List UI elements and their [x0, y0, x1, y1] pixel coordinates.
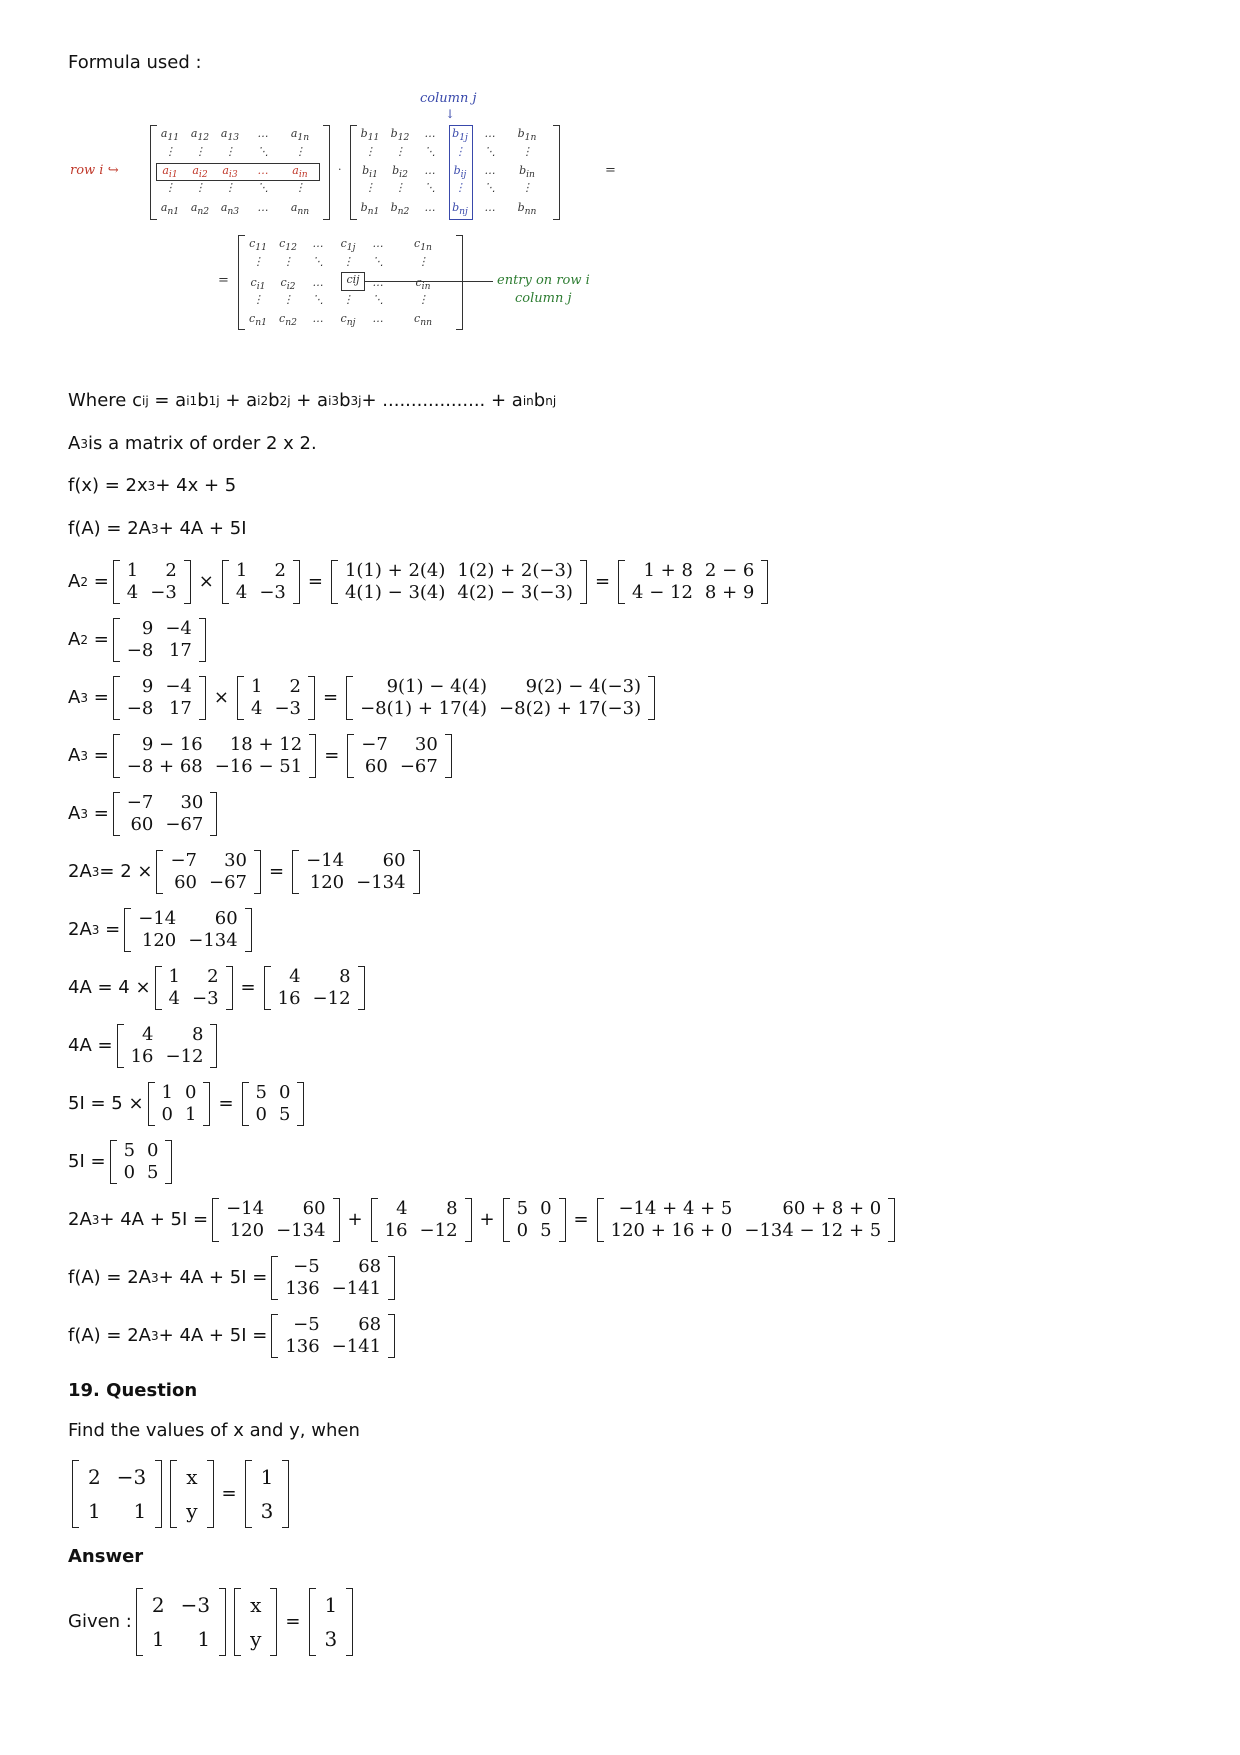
matrix-cell: 30	[224, 850, 248, 871]
matrix-cell: 68	[358, 1314, 382, 1335]
matrix-cell: x	[186, 1465, 198, 1489]
matrix-cell: 136	[285, 1336, 320, 1357]
matrix-cell: 5	[147, 1162, 159, 1183]
matrix	[156, 850, 261, 894]
matrix-cell: 0	[123, 1162, 136, 1183]
matrix-cell: 9	[141, 676, 154, 697]
matrix-cell: 60	[130, 814, 154, 835]
given-equation: Given : 2 −3 1 1 x y = 1 3	[68, 1588, 357, 1656]
matrix	[136, 1588, 226, 1656]
matrix-cell: −8(1) + 17(4)	[360, 698, 488, 719]
matrix-cell: −4	[165, 676, 192, 697]
five-i-result: 5I = 5 0 0 5	[68, 1140, 176, 1184]
matrix-cell: −16 − 51	[214, 756, 303, 777]
cij-box: cij	[341, 272, 365, 291]
matrix-cell: 120	[309, 872, 345, 893]
matrix-cell: x	[250, 1593, 262, 1617]
a3-computation: A 3 = 9 −4 −8 17 × 1 2 4 −3 = 9(1) − 4(4) 9(2) − 4(−3) −8(1) + 17(4) −8(2) + 17(−3)	[68, 676, 659, 720]
matrix-cell: −7	[361, 734, 388, 755]
matrix-cell: −7	[126, 792, 154, 813]
question-title: 19. Question	[68, 1380, 198, 1401]
matrix	[170, 1460, 213, 1528]
matrix-cell: −14	[138, 908, 177, 929]
matrix-cell: 4	[126, 582, 139, 603]
matrix	[264, 966, 365, 1010]
matrix-cell: 0	[161, 1104, 173, 1125]
sum-computation: 2A 3 + 4A + 5I = −14 60 120 −134 + 4 8 16 −12 + 5 0 0 5 = −14 + 4 + 5 60 + 8 + 0 120 + 16 + 0 −134 − 12 + 5	[68, 1198, 899, 1242]
fx-line: f(x) = 2x 3 + 4x + 5	[68, 475, 237, 496]
matrix-cell: −4	[165, 618, 192, 639]
entry-label-line2: column j	[515, 291, 572, 306]
matrix-cell: −12	[165, 1046, 204, 1067]
matrix-cell: 1 + 8	[643, 560, 693, 581]
matrix-cell: 3	[260, 1499, 274, 1523]
matrix	[234, 1588, 277, 1656]
matrix-cell: 5	[255, 1082, 267, 1103]
fA-line: f(A) = 2A 3 + 4A + 5I	[68, 518, 247, 539]
matrix-cell: 0	[185, 1082, 197, 1103]
matrix-cell: −3	[150, 582, 177, 603]
matrix-cell: −134 − 12 + 5	[744, 1220, 882, 1241]
matrix-cell: −141	[331, 1278, 382, 1299]
matrix-cell: 60 + 8 + 0	[782, 1198, 882, 1219]
five-i-computation: 5I = 5 × 1 0 0 1 = 5 0 0 5	[68, 1082, 308, 1126]
a3-simplify: A 3 = 9 − 16 18 + 12 −8 + 68 −16 − 51 = −7 30 60 −67	[68, 734, 456, 778]
matrix-cell: 2	[207, 966, 219, 987]
matrix	[113, 618, 206, 662]
matrix-cell: −8 + 68	[126, 756, 203, 777]
matrix	[346, 676, 655, 720]
matrix-cell: 4	[396, 1198, 408, 1219]
matrix	[503, 1198, 566, 1242]
matrix	[222, 560, 300, 604]
matrix-cell: −12	[312, 988, 351, 1009]
order-line: A 3 is a matrix of order 2 x 2.	[68, 433, 317, 454]
where-line: Where c ij = a i1 b 1j + a i2 b 2j + a i3 b 3j + .................. + a in b nj	[68, 390, 557, 411]
matrix-cell: −14	[226, 1198, 265, 1219]
fA-result-1: f(A) = 2A 3 + 4A + 5I = −5 68 136 −141	[68, 1256, 399, 1300]
matrix-cell: −8	[126, 640, 154, 661]
matrix-cell: 0	[540, 1198, 552, 1219]
matrix-cell: 1	[88, 1499, 101, 1523]
matrix-cell: 4	[168, 988, 180, 1009]
matrix-cell: 9(1) − 4(4)	[386, 676, 488, 697]
matrix-cell: 2	[289, 676, 301, 697]
matrix-cell: −8	[126, 698, 154, 719]
fA-result-2: f(A) = 2A 3 + 4A + 5I = −5 68 136 −141	[68, 1314, 399, 1358]
matrix-cell: 5	[123, 1140, 136, 1161]
four-a-result: 4A = 4 8 16 −12	[68, 1024, 221, 1068]
matrix-cell: 5	[516, 1198, 529, 1219]
diagram-matrix-a: $a_{11}$ $a_{12}$ $a_{13}$ … $a_{1n}$ ⋮ ⋮ ⋮ ⋱ ⋮ $a_{i1}$ $a_{i2}$ $a_{i3}$ … $a_{in}$ ⋮ ⋮ ⋮ ⋱ ⋮ $a_{n1}$ $a_{n2}$ $a_{n3}$ … $a_{nn}$	[150, 125, 330, 220]
matrix	[271, 1256, 395, 1300]
question-text: Find the values of x and y, when	[68, 1420, 360, 1441]
answer-title: Answer	[68, 1546, 144, 1567]
matrix-cell: −8(2) + 17(−3)	[499, 698, 642, 719]
matrix-cell: 4	[289, 966, 301, 987]
matrix	[148, 1082, 211, 1126]
matrix	[271, 1314, 395, 1358]
matrix-cell: 1	[161, 1082, 173, 1103]
matrix-cell: −141	[331, 1336, 382, 1357]
matrix-cell: 4	[142, 1024, 154, 1045]
matrix-cell: 17	[168, 640, 192, 661]
matrix-cell: 60	[364, 756, 388, 777]
matrix-cell: 1(1) + 2(4)	[344, 560, 446, 581]
matrix-cell: 68	[358, 1256, 382, 1277]
matrix-cell: 3	[324, 1627, 338, 1651]
matrix-cell: −134	[188, 930, 238, 951]
question-equation: 2 −3 1 1 x y = 1 3	[68, 1460, 293, 1528]
matrix-cell: 9(2) − 4(−3)	[525, 676, 642, 697]
matrix-cell: −67	[399, 756, 438, 777]
matrix-cell: 4	[235, 582, 248, 603]
matrix-cell: −3	[274, 698, 301, 719]
matrix	[242, 1082, 305, 1126]
matrix-cell: 1(2) + 2(−3)	[457, 560, 573, 581]
matrix-cell: 60	[302, 1198, 326, 1219]
matrix-cell: y	[186, 1499, 198, 1523]
matrix-cell: −3	[116, 1465, 147, 1489]
matrix-cell: 4(1) − 3(4)	[344, 582, 446, 603]
matrix-cell: 1	[324, 1593, 338, 1617]
a2-computation: A 2 = 1 2 4 −3 × 1 2 4 −3 = 1(1) + 2(4) 1(2) + 2(−3) 4(1) − 3(4) 4(2) − 3(−3) = 1 + 8 2 − 6 4 − 12 8 + 9	[68, 560, 772, 604]
matrix-cell: 120 + 16 + 0	[610, 1220, 733, 1241]
matrix-cell: −14 + 4 + 5	[618, 1198, 733, 1219]
matrix-cell: 1	[260, 1465, 274, 1489]
matrix-cell: −67	[209, 872, 248, 893]
matrix-cell: 1	[151, 1627, 165, 1651]
matrix	[113, 560, 191, 604]
matrix-cell: 2	[274, 560, 286, 581]
a3-result: A 3 = −7 30 60 −67	[68, 792, 221, 836]
matrix-cell: 4	[250, 698, 263, 719]
matrix	[245, 1460, 290, 1528]
matrix	[597, 1198, 896, 1242]
down-arrow-icon: ↓	[445, 107, 456, 121]
matrix-cell: 9	[141, 618, 154, 639]
matrix-cell: −5	[293, 1256, 320, 1277]
matrix-cell: 2	[88, 1465, 101, 1489]
matrix-cell: 0	[255, 1104, 267, 1125]
matrix-cell: 1	[126, 560, 139, 581]
four-a-computation: 4A = 4 × 1 2 4 −3 = 4 8 16 −12	[68, 966, 369, 1010]
matrix	[155, 966, 233, 1010]
matrix-cell: 136	[285, 1278, 320, 1299]
two-a3-result: 2A 3 = −14 60 120 −134	[68, 908, 256, 952]
matrix-cell: −7	[170, 850, 198, 871]
matrix-cell: 30	[414, 734, 438, 755]
matrix-cell: 5	[540, 1220, 552, 1241]
diagram-matrix-b: $b_{11}$ $b_{12}$ … $b_{1j}$ … $b_{1n}$ ⋮ ⋮ ⋱ ⋮ ⋱ ⋮ $b_{i1}$ $b_{i2}$ … $b_{ij}$ … $b_{in}$ ⋮ ⋮ ⋱ ⋮ ⋱ ⋮ $b_{n1}$ $b_{n2}$ … $b_{nj}$ … $b_{nn}$	[350, 125, 560, 220]
formula-heading: Formula used :	[68, 52, 202, 73]
matrix	[124, 908, 251, 952]
column-j-label: column j	[420, 91, 477, 106]
matrix-cell: y	[250, 1627, 262, 1651]
matrix	[237, 676, 315, 720]
matrix	[113, 792, 218, 836]
matrix-cell: 30	[180, 792, 204, 813]
matrix-cell: 18 + 12	[229, 734, 303, 755]
matrix-cell: 1	[133, 1499, 147, 1523]
diagram-matrix-c: $c_{11}$ $c_{12}$ … $c_{1j}$ … $c_{1n}$ ⋮ ⋮ ⋱ ⋮ ⋱ ⋮ $c_{i1}$ $c_{i2}$ … cij … $c_{in}$ ⋮ ⋮ ⋱ ⋮ ⋱ ⋮ $c_{n1}$ $c_{n2}$ … $c_{nj}$ … $c_{nn}$	[238, 235, 463, 330]
matrix-cell: 8 + 9	[704, 582, 755, 603]
matrix-cell: 0	[516, 1220, 529, 1241]
matrix-cell: 60	[214, 908, 238, 929]
matrix-cell: 4 − 12	[632, 582, 693, 603]
matrix	[110, 1140, 173, 1184]
matrix-cell: −3	[180, 1593, 211, 1617]
matrix-cell: 9 − 16	[141, 734, 203, 755]
matrix-cell: −134	[356, 872, 406, 893]
a2-result: A 2 = 9 −4 −8 17	[68, 618, 210, 662]
matrix-cell: 8	[446, 1198, 458, 1219]
matrix-cell: 2	[151, 1593, 165, 1617]
matrix-cell: 60	[174, 872, 198, 893]
matrix-cell: 8	[339, 966, 351, 987]
matrix-cell: 120	[229, 1220, 265, 1241]
matrix-cell: 8	[192, 1024, 204, 1045]
matrix-cell: −5	[293, 1314, 320, 1335]
matrix	[212, 1198, 339, 1242]
matrix	[292, 850, 419, 894]
matrix-cell: 2 − 6	[704, 560, 755, 581]
matrix	[117, 1024, 218, 1068]
matrix	[72, 1460, 162, 1528]
matrix-cell: 2	[165, 560, 177, 581]
matrix-cell: −3	[259, 582, 286, 603]
matrix-cell: −3	[192, 988, 219, 1009]
matrix	[347, 734, 452, 778]
matrix-cell: 60	[382, 850, 406, 871]
matrix	[331, 560, 587, 604]
matrix-cell: 0	[147, 1140, 159, 1161]
matrix-cell: 1	[197, 1627, 211, 1651]
matrix-cell: 1	[235, 560, 248, 581]
matrix-cell: 16	[277, 988, 301, 1009]
matrix-cell: 1	[185, 1104, 197, 1125]
entry-label-line1: entry on row i	[497, 273, 590, 288]
matrix-cell: 16	[130, 1046, 154, 1067]
matrix-cell: 17	[168, 698, 192, 719]
matrix	[309, 1588, 354, 1656]
matrix-cell: 4(2) − 3(−3)	[457, 582, 573, 603]
matrix-cell: 120	[141, 930, 177, 951]
matrix-cell: −134	[276, 1220, 326, 1241]
matrix	[113, 734, 316, 778]
matrix	[371, 1198, 472, 1242]
matrix	[618, 560, 768, 604]
matrix-cell: −67	[165, 814, 204, 835]
matrix	[113, 676, 206, 720]
matrix-cell: 5	[279, 1104, 291, 1125]
matrix-multiplication-diagram: column j ↓ row i ↪ $a_{11}$ $a_{12}$ $a_{13}$ … $a_{1n}$ ⋮ ⋮ ⋮ ⋱ ⋮ $a_{i1}$ $a_{i2}$ $a_{i3}$ … $a_{in}$ ⋮ ⋮ ⋮ ⋱ ⋮ $a_{n1}$ $a_{n2}$ $a_{n3}$ … $a_{nn}$ · $b_{11}$ $b_{12}$ … $b_{1j}$ … $b_{1n}$ ⋮ ⋮ ⋱ ⋮ ⋱ ⋮ $b_{i1}$ $b_{i2}$ … $b_{ij}$ … $b_{in}$ ⋮ ⋮ ⋱ ⋮ ⋱ ⋮ $b_{n1}$ $b_{n2}$ … $b_{nj}$ … $b_{nn}$ = = $c_{11}$ $c_{12}$ … $c_{1j}$ … $c_{1n}$ ⋮ ⋮ ⋱ ⋮ ⋱ ⋮ $c_{i1}$ $c_{i2}$ … cij … $c_{in}$ ⋮ ⋮ ⋱ ⋮ ⋱ ⋮ $c_{n1}$ $c_{n2}$ … $c_{nj}$ … $c_{nn}$ entry on row i column j	[70, 91, 616, 329]
two-a3-computation: 2A 3 = 2 × −7 30 60 −67 = −14 60 120 −134	[68, 850, 424, 894]
matrix-cell: −12	[419, 1220, 458, 1241]
matrix-cell: 1	[250, 676, 263, 697]
matrix-cell: 0	[279, 1082, 291, 1103]
matrix-cell: 16	[384, 1220, 408, 1241]
row-i-label: row i ↪	[70, 163, 119, 178]
matrix-cell: −14	[306, 850, 345, 871]
matrix-cell: 1	[168, 966, 180, 987]
